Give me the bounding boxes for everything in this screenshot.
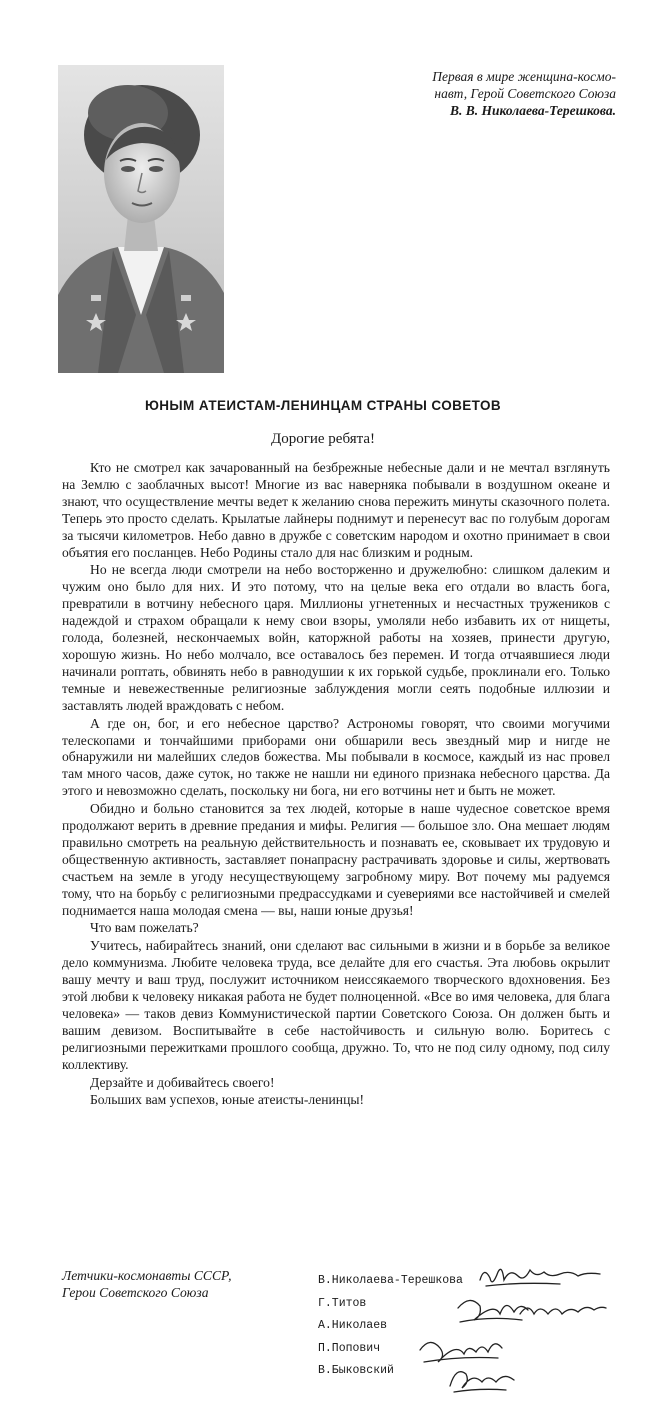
signer-name: В.Николаева-Терешкова xyxy=(318,1274,463,1287)
paragraph: Дерзайте и добивайтесь своего! xyxy=(90,1074,275,1090)
signers-label-line: Летчики-космонавты СССР, xyxy=(62,1268,232,1283)
handwritten-signatures xyxy=(410,1258,620,1398)
signer-name: Г.Титов xyxy=(318,1296,367,1310)
paragraph: Что вам пожелать? xyxy=(90,920,199,936)
portrait-caption xyxy=(330,68,616,119)
signers-label-line: Герои Советского Союза xyxy=(62,1284,209,1300)
signer-name: П.Попович xyxy=(318,1341,381,1355)
caption-name: В. В. Николаева-Терешкова. xyxy=(450,103,616,118)
caption-line: Первая в мире женщина-космо- xyxy=(432,69,616,84)
signer-name: А.Николаев xyxy=(318,1319,388,1333)
paragraph: Обидно и больно становится за тех людей, которые в наше чудесное советское время продолжают верить в древние предания и мифы. Религия — большое зло. Она мешает людям правильно смотреть на реальную действительность и познавать ее, сковывает их трудовую и общественную активность, заставляет понапрасну растрачивать здоровье и силы, жертвовать счастьем на земле в угоду несуществующему загробному миру. Вот почему мы радуемся тому, что на борьбу с религиозными предрассудками и суевериями все настойчивей и смелей поднимается наша молодая смена — вы, наши юные друзья! xyxy=(62,801,610,918)
paragraph: Но не всегда люди смотрели на небо восторженно и дружелюбно: слишком далеким и чужим оно было для них. И это потому, что на целые века его отдали во власть бога, превратили в вотчину небесного царя. Миллионы угнетенных и несчастных тружеников с надеждой и страхом обращали к нему свои взоры, умоляли небо избавить их от нищеты, голода, болезней, нескончаемых войн, каторжной работы на хозяев, принести другую, хорошую жизнь. Но небо молчало, все оставалось без перемен. И тогда отчаявшиеся люди начинали роптать, обвинять небо в равнодушии к их горькой судьбе, проклинали его. Только темные и невежественные религиозные заблуждения могли сеять подобные иллюзии и заставлять людей враждовать с небом. xyxy=(62,562,610,713)
signer-name: В.Быковский xyxy=(318,1364,394,1378)
paragraph: А где он, бог, и его небесное царство? Астрономы говорят, что своими могучими телескопами и тончайшими приборами они обшарили весь звездный мир и нигде не обнаружили ни малейших следов божества. Мы побывали в космосе, каждый из нас провел там много часов, даже суток, но также не нашли ни единого признака небесного царства. Да этого и невозможно сделать, поскольку ни бога, ни его вотчины нет и быть не может. xyxy=(62,715,610,799)
caption-line: навт, Герой Советского Союза xyxy=(434,86,616,101)
letter-salutation: Дорогие ребята! xyxy=(270,431,376,447)
signers-label xyxy=(62,1268,292,1301)
paragraph: Учитесь, набирайтесь знаний, они сделают вас сильными в жизни и в борьбе за великое дело коммунизма. Любите человека труда, все делайте для его счастья. Эта любовь окрылит вашу мечту и ваш труд, послужит источником неиссякаемого творческого вдохновения. Без этой любви к человеку никакая работа не будет полноценной. «Все во имя человека, для блага человека» — таков девиз Коммунистической партии Советского Союза. Он должен быть и вашим девизом. Воспитывайте в себе настойчивость и сильную волю. Боритесь с религиозными пережитками прошлого сообща, дружно. То, что не под силу одному, под силу коллективу. xyxy=(62,938,610,1072)
paragraph: Кто не смотрел как зачарованный на безбрежные небесные дали и не мечтал взглянуть на Землю с заоблачных высот! Многие из вас наверняка побывали в воздушном океане и знают, что осуществление мечты ведет к желанию снова пережить минуты сказочного полета. Теперь это просто сделать. Крылатые лайнеры поднимут и перенесут вас по голубым дорогам за тысячи километров. Небо давно в дружбе с советским народом и охотно принимает в свои объятия его посланцев. Небо Родины стало для нас близким и родным. xyxy=(62,460,610,560)
paragraph: Больших вам успехов, юные атеисты-ленинцы! xyxy=(90,1091,365,1107)
letter-heading: ЮНЫМ АТЕИСТАМ-ЛЕНИНЦАМ СТРАНЫ СОВЕТОВ xyxy=(144,398,502,413)
letter-body xyxy=(62,460,610,1108)
portrait-photo xyxy=(58,65,224,373)
